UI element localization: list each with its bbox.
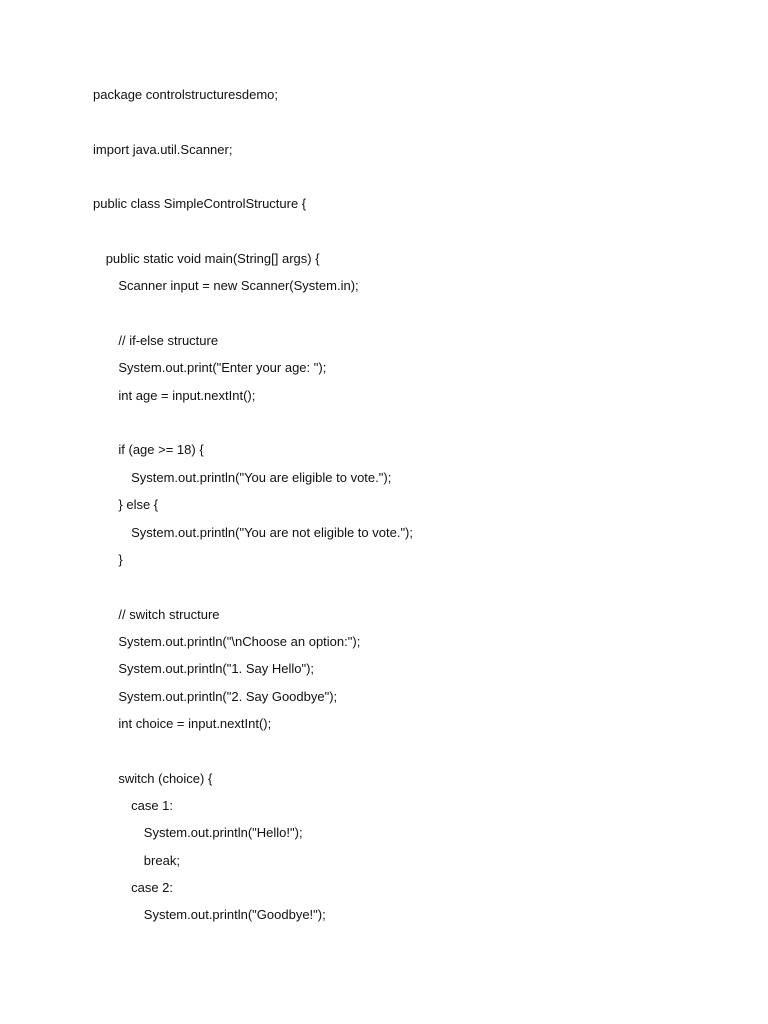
code-line: System.out.println("2. Say Goodbye");	[118, 688, 338, 704]
code-line: System.out.println("You are eligible to vote.");	[131, 469, 392, 485]
blank-line	[93, 222, 413, 249]
blank-line	[93, 304, 413, 331]
code-line: public static void main(String[] args) {	[105, 251, 320, 267]
blank-line	[93, 413, 413, 440]
code-line: import java.util.Scanner;	[93, 141, 233, 157]
code-line: System.out.println("Hello!");	[143, 825, 303, 841]
code-line: switch (choice) {	[118, 770, 213, 786]
code-listing	[93, 85, 413, 933]
blank-line	[93, 741, 413, 768]
code-line: System.out.println("\nChoose an option:");	[118, 633, 361, 649]
code-line: break;	[143, 852, 180, 868]
code-line: package controlstructuresdemo;	[93, 87, 278, 102]
blank-line	[93, 577, 413, 604]
blank-line	[93, 112, 413, 139]
code-line: }	[118, 551, 123, 567]
blank-line	[93, 167, 413, 194]
code-line: Scanner input = new Scanner(System.in);	[118, 278, 359, 294]
code-line: int age = input.nextInt();	[118, 387, 256, 403]
code-line: case 2:	[131, 879, 174, 895]
code-line: } else {	[118, 497, 159, 513]
code-line: // switch structure	[118, 606, 220, 622]
code-line: System.out.println("You are not eligible to vote.");	[131, 524, 413, 540]
code-line: int choice = input.nextInt();	[118, 715, 272, 731]
code-line: System.out.println("1. Say Hello");	[118, 661, 315, 677]
code-line: System.out.println("Goodbye!");	[143, 907, 326, 923]
code-line: // if-else structure	[118, 333, 219, 349]
code-line: case 1:	[131, 797, 174, 813]
code-line: if (age >= 18) {	[118, 442, 204, 458]
code-line: System.out.print("Enter your age: ");	[118, 360, 327, 376]
code-line: public class SimpleControlStructure {	[93, 196, 307, 212]
